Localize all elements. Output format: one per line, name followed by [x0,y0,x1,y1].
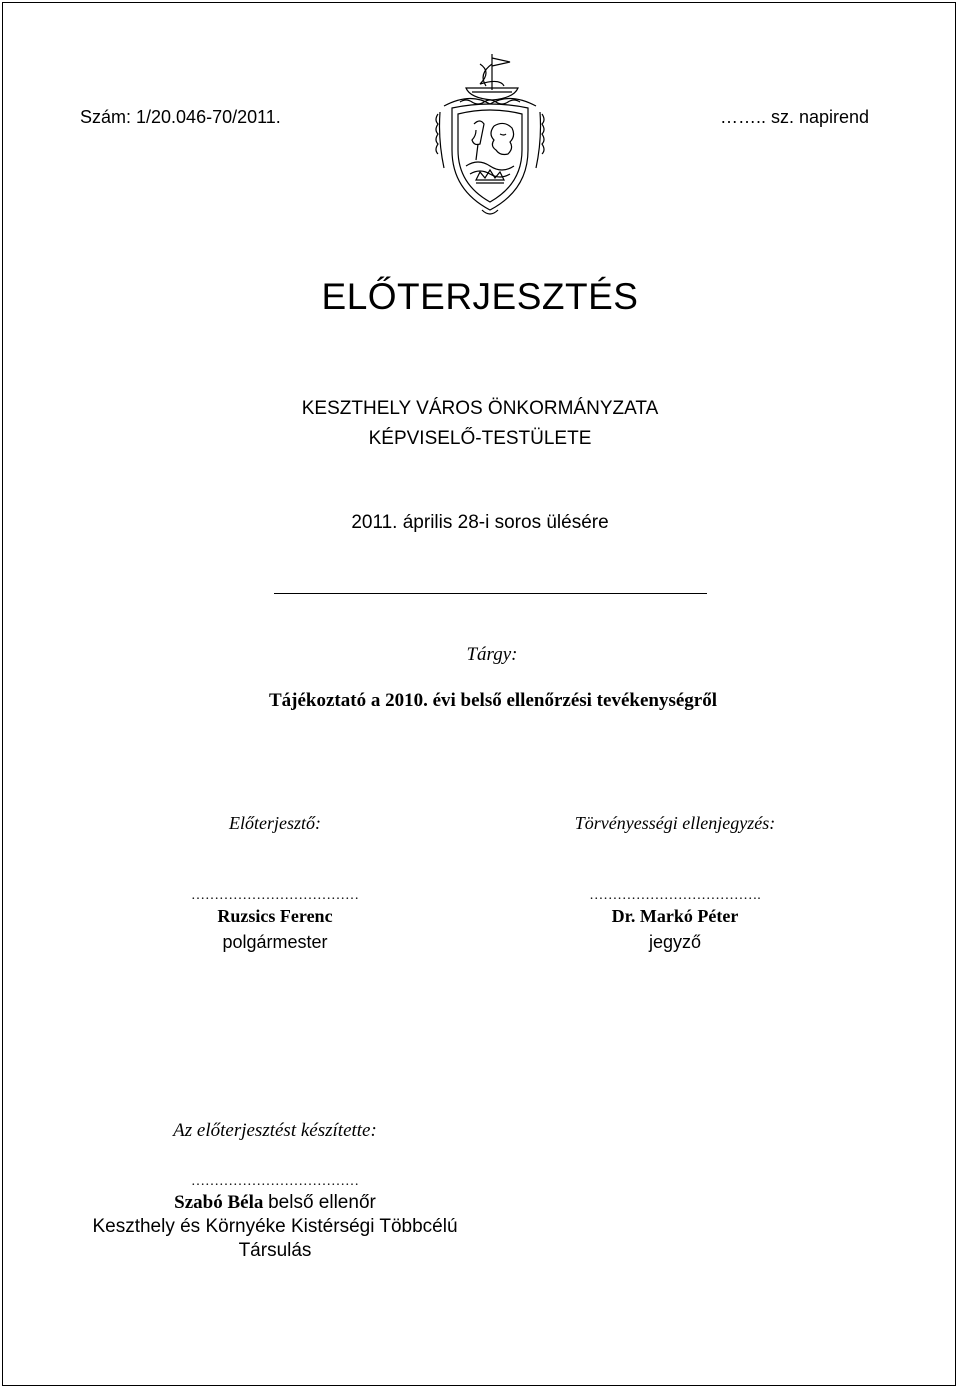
city-coat-of-arms-icon [430,50,550,218]
preparer-role: belső ellenőr [268,1192,376,1213]
agenda-point: …….. sz. napirend [720,107,870,127]
preparer-line [100,1192,450,1214]
legal-signature-line: ………………………………. [589,888,761,903]
council-name-line1: KESZTHELY VÁROS ÖNKORMÁNYZATA [301,398,659,419]
preparer-organization-line2: Társulás [238,1240,312,1261]
council-name-line2: KÉPVISELŐ-TESTÜLETE [368,428,592,449]
legal-countersign-label: Törvényességi ellenjegyzés: [574,813,776,833]
presenter-role: polgármester [222,932,328,952]
prepared-by-label: Az előterjesztést készítette: [173,1120,377,1141]
document-title: ELŐTERJESZTÉS [321,276,639,317]
preparer-organization-line1: Keszthely és Környéke Kistérségi Többcélú [92,1216,458,1237]
meeting-date: 2011. április 28-i soros ülésére [351,512,609,533]
preparer-name: Szabó Béla [174,1192,264,1213]
preparer-signature-line: ……………………………… [191,1174,359,1189]
horizontal-rule [274,593,707,594]
subject-text: Tájékoztató a 2010. évi belső ellenőrzési tevékenységről [269,690,717,711]
presenter-name: Ruzsics Ferenc [217,906,333,926]
presenter-label: Előterjesztő: [229,813,321,833]
legal-name: Dr. Markó Péter [611,906,739,926]
presenter-signature-line: ……………………………… [191,888,359,903]
legal-role: jegyző [648,932,702,952]
document-number: Szám: 1/20.046-70/2011. [80,107,281,127]
subject-label: Tárgy: [466,644,518,665]
